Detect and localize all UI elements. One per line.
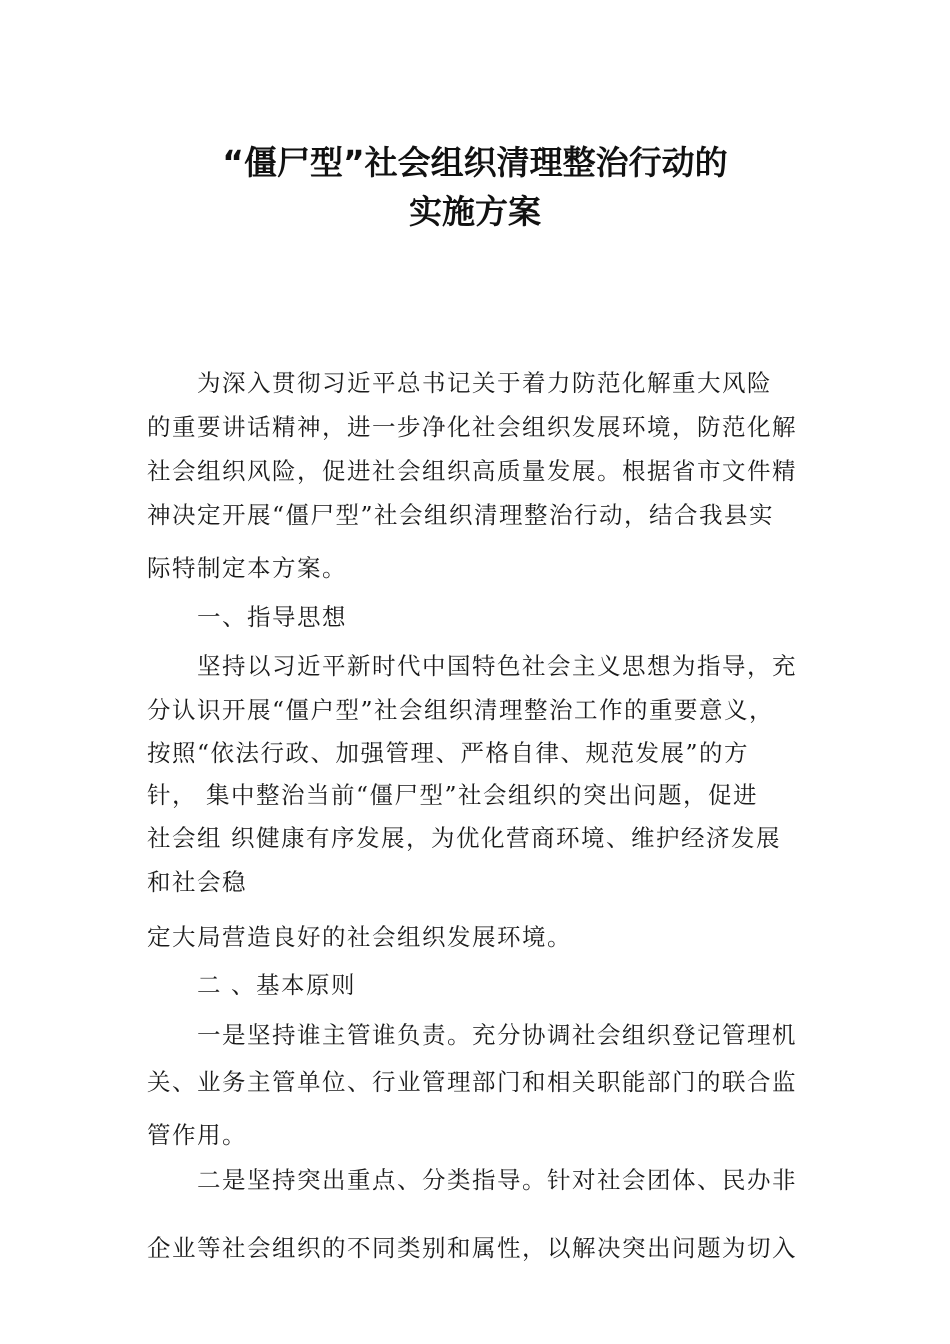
paragraph-guiding-line-5: 社会组 织健康有序发展，为优化营商环境、维护经济发展 xyxy=(147,824,781,852)
section-heading-guiding-thought: 一、指导思想 xyxy=(197,603,347,631)
paragraph-guiding-line-7: 定大局营造良好的社会组织发展环境。 xyxy=(147,923,572,951)
paragraph-guiding-line-4: 针， 集中整治当前“僵尸型”社会组织的突出问题，促进 xyxy=(147,781,758,809)
paragraph-guiding-line-3: 按照“依法行政、加强管理、严格自律、规范发展”的方 xyxy=(147,739,750,767)
document-title-line-2: 实施方案 xyxy=(409,192,541,231)
paragraph-guiding-line-2: 分认识开展“僵户型”社会组织清理整治工作的重要意义， xyxy=(147,696,775,724)
paragraph-intro-line-5: 际特制定本方案。 xyxy=(147,554,347,582)
paragraph-principle-1-line-2: 关、业务主管单位、行业管理部门和相关职能部门的联合监 xyxy=(147,1068,797,1096)
paragraph-intro-line-1: 为深入贯彻习近平总书记关于着力防范化解重大风险 xyxy=(197,369,772,397)
paragraph-intro-line-2: 的重要讲话精神，进一步净化社会组织发展环境，防范化解 xyxy=(147,413,797,441)
section-heading-basic-principles: 二 、基本原则 xyxy=(197,971,356,999)
paragraph-principle-1-line-3: 管作用。 xyxy=(147,1121,247,1149)
paragraph-principle-2-line-1: 二是坚持突出重点、分类指导。针对社会团体、民办非 xyxy=(197,1166,797,1194)
document-title-line-1: “僵尸型”社会组织清理整治行动的 xyxy=(222,143,728,182)
paragraph-intro-line-3: 社会组织风险，促进社会组织高质量发展。根据省市文件精 xyxy=(147,457,797,485)
paragraph-guiding-line-6: 和社会稳 xyxy=(147,868,247,896)
paragraph-intro-line-4: 神决定开展“僵尸型”社会组织清理整治行动，结合我县实 xyxy=(147,501,775,529)
paragraph-principle-2-line-2: 企业等社会组织的不同类别和属性，以解决突出问题为切入 xyxy=(147,1234,797,1262)
paragraph-principle-1-line-1: 一是坚持谁主管谁负责。充分协调社会组织登记管理机 xyxy=(197,1021,797,1049)
paragraph-guiding-line-1: 坚持以习近平新时代中国特色社会主义思想为指导，充 xyxy=(197,652,797,680)
